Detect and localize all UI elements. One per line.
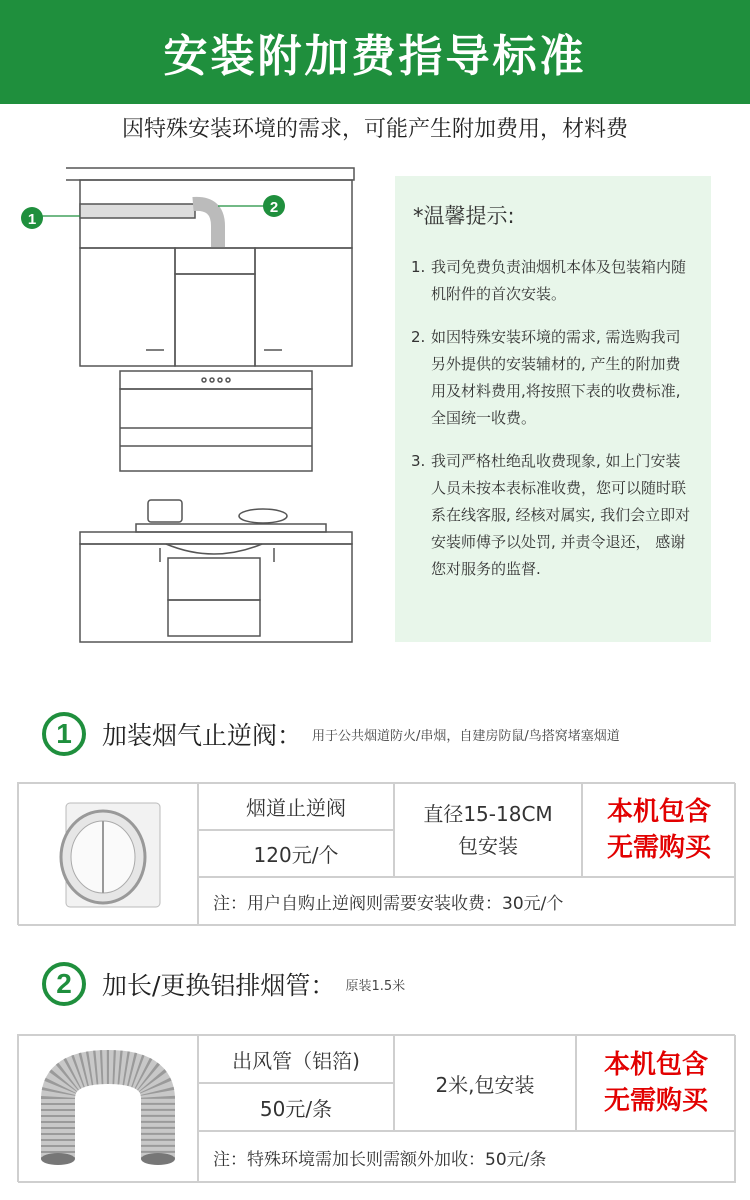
page-header bbox=[0, 0, 750, 104]
section2-note: 原装1.5米 bbox=[345, 978, 406, 994]
notice-list bbox=[411, 254, 695, 583]
section2-title: 加长/更换铝排烟管： bbox=[102, 971, 336, 1000]
check-valve-image-cell bbox=[18, 783, 198, 926]
section2-heading bbox=[42, 962, 405, 1006]
section1-included-line2: 无需购买 bbox=[606, 833, 711, 863]
list-item-number: 2. bbox=[411, 328, 426, 346]
section2-footnote: 注：特殊环境需加长则需额外加收：50元/条 bbox=[198, 1131, 736, 1183]
illustration-marker-1: 1 bbox=[27, 211, 37, 228]
section2-table bbox=[17, 1034, 735, 1182]
notice-title: *温馨提示: bbox=[413, 204, 515, 228]
section1-heading bbox=[42, 712, 620, 756]
list-item-number: 3. bbox=[411, 452, 426, 470]
check-valve-image bbox=[48, 795, 168, 915]
section1-note: 用于公共烟道防火/串烟，自建房防鼠/鸟搭窝堵塞烟道 bbox=[312, 728, 620, 744]
list-item-text: 如因特殊安装环境的需求, 需选购我司另外提供的安装辅材的, 产生的附加费用及材料费用,将按照下表的收费标准, 全国统一收费。 bbox=[431, 328, 681, 427]
section1-included-cell bbox=[582, 783, 736, 877]
illustration-marker-2: 2 bbox=[269, 199, 279, 216]
section1-spec-cell bbox=[394, 783, 582, 877]
section2-item-name: 出风管（铝箔) bbox=[198, 1035, 394, 1083]
section2-price: 50元/条 bbox=[198, 1083, 394, 1131]
section2-included-cell bbox=[576, 1035, 736, 1131]
section1-item-name: 烟道止逆阀 bbox=[198, 783, 394, 830]
section1-number-badge: 1 bbox=[42, 712, 86, 756]
aluminum-duct-image-cell bbox=[18, 1035, 198, 1183]
notice-box bbox=[395, 176, 711, 642]
section1-price: 120元/个 bbox=[198, 830, 394, 877]
list-item bbox=[411, 324, 695, 432]
list-item-text: 我司严格杜绝乱收费现象, 如上门安装人员未按本表标准收费，您可以随时联系在线客服, 经核对属实, 我们会立即对安装师傅予以处罚, 并责令退还， 感谢您对服务的监督. bbox=[431, 452, 691, 578]
section2-number-badge: 2 bbox=[42, 962, 86, 1006]
section1-footnote: 注：用户自购止逆阀则需要安装收费：30元/个 bbox=[198, 877, 736, 926]
section2-spec: 2米,包安装 bbox=[394, 1035, 576, 1131]
list-item-number: 1. bbox=[411, 258, 426, 276]
section1-spec-line2: 包安装 bbox=[458, 834, 518, 858]
list-item-text: 我司免费负责油烟机本体及包装箱内随机附件的首次安装。 bbox=[431, 258, 687, 303]
kitchen-installation-illustration bbox=[18, 166, 368, 656]
list-item bbox=[411, 254, 695, 308]
list-item bbox=[411, 448, 695, 583]
section2-included-line2: 无需购买 bbox=[603, 1086, 708, 1116]
aluminum-duct-image bbox=[38, 1049, 178, 1169]
section2-included-line1: 本机包含 bbox=[603, 1050, 708, 1080]
section1-table bbox=[17, 782, 735, 925]
page-subtitle: 因特殊安装环境的需求，可能产生附加费用，材料费 bbox=[121, 117, 628, 142]
page-title: 安装附加费指导标准 bbox=[163, 31, 587, 82]
section1-included-line1: 本机包含 bbox=[606, 797, 711, 827]
section1-title: 加装烟气止逆阀： bbox=[102, 721, 303, 750]
section1-spec-line1: 直径15-18CM bbox=[423, 802, 553, 826]
